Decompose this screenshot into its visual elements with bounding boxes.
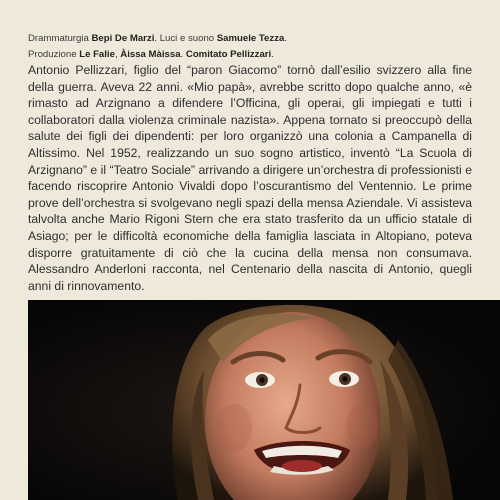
credits-line-1 <box>28 31 478 47</box>
portrait-illustration <box>28 300 500 500</box>
credit-name: Bepi De Marzi <box>91 33 155 44</box>
credit-label: Produzione <box>28 49 80 60</box>
credit-label: . Luci e suono <box>154 33 217 44</box>
body-paragraph: Antonio Pellizzari, figlio del “paron Giacomo” tornò dall’esilio svizzero alla fine della guerra. Aveva 22 anni. «Mio papà», avrebbe scritto dopo qualche anno, «è rimasto ad Arzignano a difendere l’Officina, gli operai, gli impiegati e tutti i collaboratori dalla violenza criminale nazista». Appena tornato si preoccupò della salute dei figli dei dipendenti: per loro organizzò una colonia a Campanella di Altissimo. Nel 1952, realizzando un suo sogno artistico, inventò “La Scuola di Arzignano” e il “Teatro Sociale” arrivando a dirigere un’orchestra di professionisti e facendo riscoprire Antonio Vivaldi dopo l’oscurantismo del Ventennio. Le prime prove dell’orchestra si svolgevano negli spazi della mensa Aziendale. Vi assisteva talvolta anche Mario Rigoni Stern che era stato trasferito da un ufficio statale di Asiago; per le difficoltà economiche della famiglia lasciata in Altopiano, poteva disporre gratuitamente di ciò che la cucina della mensa non consumava. Alessandro Anderloni racconta, nel Centenario della nascita di Antonio, quegli anni di rinnovamento. <box>28 63 472 293</box>
credits-line-2 <box>28 47 478 63</box>
credit-name: Le Falie <box>79 49 115 60</box>
credit-name: Àissa Màissa <box>120 49 181 60</box>
credit-punct: , <box>114 49 121 60</box>
credits-block <box>28 31 478 63</box>
credit-punct: . <box>180 49 186 60</box>
credit-punct: . <box>284 33 287 44</box>
credit-name: Comitato Pellizzari <box>185 49 272 60</box>
credit-label: Drammaturgia <box>28 33 92 44</box>
credit-punct: . <box>271 49 274 60</box>
portrait-photo <box>28 300 500 500</box>
credit-name: Samuele Tezza <box>216 33 285 44</box>
